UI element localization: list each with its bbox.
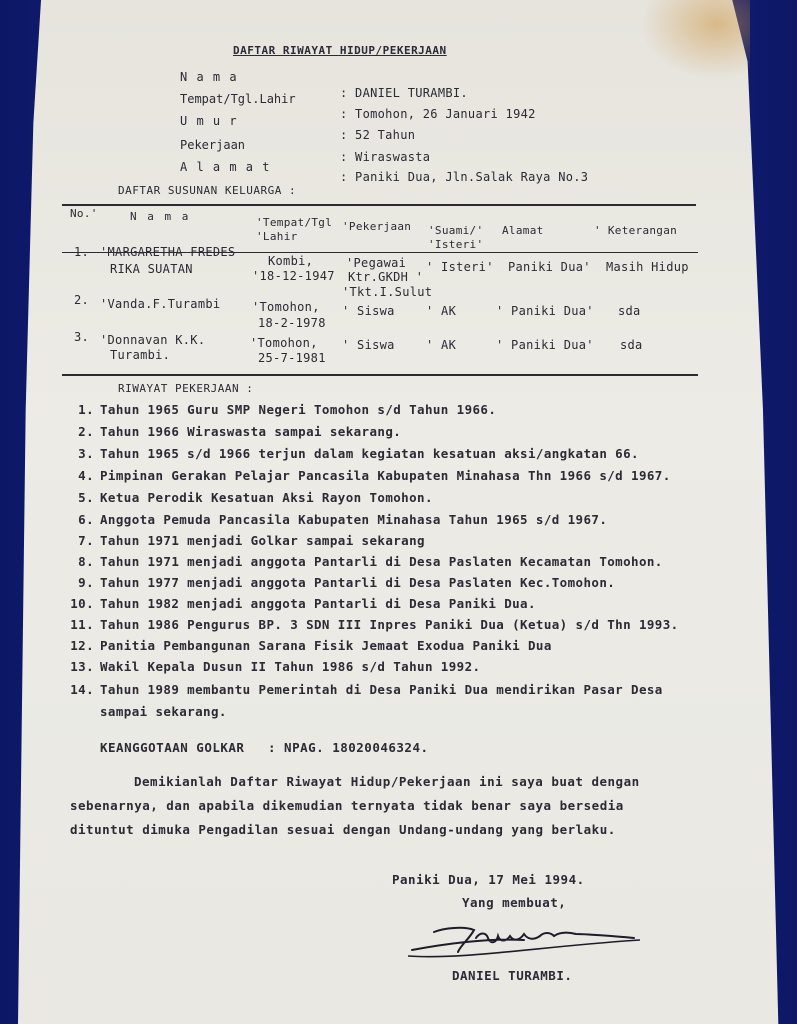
row3-nama-2: Turambi. <box>110 348 171 362</box>
row1-nama-2: RIKA SUATAN <box>110 262 193 276</box>
row3-tempat-1: 'Tomohon, <box>250 336 318 350</box>
row3-alamat: ' Paniki Dua' <box>496 338 594 352</box>
work-heading: RIWAYAT PEKERJAAN : <box>118 382 254 395</box>
place-date: Paniki Dua, 17 Mei 1994. <box>392 872 585 887</box>
row3-keterangan: sda <box>620 338 643 352</box>
row2-tempat-2: 18-2-1978 <box>258 316 326 330</box>
work-num: 2. <box>78 424 94 439</box>
work-text: Tahun 1965 s/d 1966 terjun dalam kegiatan kesatuan aksi/angkatan 66. <box>100 446 639 461</box>
th-suami-2: 'Isteri' <box>428 238 484 251</box>
signature-image <box>404 916 644 966</box>
pekerjaan-label: Pekerjaan <box>180 138 246 152</box>
work-text: Pimpinan Gerakan Pelajar Pancasila Kabupaten Minahasa Thn 1966 s/d 1967. <box>100 468 671 483</box>
document-title: DAFTAR RIWAYAT HIDUP/PEKERJAAN <box>233 44 447 57</box>
work-text: Tahun 1966 Wiraswasta sampai sekarang. <box>100 424 402 439</box>
work-num: 12. <box>70 638 94 653</box>
closing-line-1: Demikianlah Daftar Riwayat Hidup/Pekerjaan ini saya buat dengan <box>134 774 640 789</box>
row1-alamat: Paniki Dua' <box>508 260 591 274</box>
row1-pekerjaan-2: Ktr.GKDH ' <box>348 270 424 284</box>
row1-suami: ' Isteri' <box>426 260 494 274</box>
row1-tempat-2: '18-12-1947 <box>252 269 335 283</box>
row2-no: 2. <box>74 293 90 307</box>
row3-pekerjaan: ' Siswa <box>342 338 395 352</box>
work-num: 5. <box>78 490 94 505</box>
table-bottom-rule <box>62 374 698 376</box>
work-item <box>60 596 536 611</box>
row1-pekerjaan-1: 'Pegawai <box>346 256 407 270</box>
row1-nama-1: 'MARGARETHA FREDES <box>100 245 236 259</box>
work-item <box>60 402 496 417</box>
ttl-label: Tempat/Tgl.Lahir <box>180 92 296 106</box>
work-item <box>60 446 639 461</box>
work-item <box>60 512 607 527</box>
pekerjaan-value: : Wiraswasta <box>340 150 431 164</box>
golkar-label: KEANGGOTAAN GOLKAR <box>100 740 245 755</box>
work-item-14-cont: sampai sekarang. <box>100 704 227 719</box>
work-num: 4. <box>78 468 94 483</box>
golkar-value: : NPAG. 18020046324. <box>268 740 429 755</box>
row3-nama-1: 'Donnavan K.K. <box>100 333 206 347</box>
work-text: Ketua Perodik Kesatuan Aksi Rayon Tomohon. <box>100 490 433 505</box>
nama-value: : DANIEL TURAMBI. <box>340 86 468 100</box>
alamat-label: A l a m a t <box>180 160 271 174</box>
th-tempat-2: 'Lahir <box>256 230 298 243</box>
signer-name: DANIEL TURAMBI. <box>452 968 573 983</box>
work-item <box>60 617 679 632</box>
closing-line-3: dituntut dimuka Pengadilan sesuai dengan Undang-undang yang berlaku. <box>70 822 616 837</box>
row2-pekerjaan: ' Siswa <box>342 304 395 318</box>
work-text: Tahun 1971 menjadi anggota Pantarli di Desa Paslaten Kecamatan Tomohon. <box>100 554 663 569</box>
th-alamat: Alamat <box>502 224 544 237</box>
work-num: 13. <box>70 659 94 674</box>
row1-tempat-1: Kombi, <box>268 254 314 268</box>
work-item <box>60 575 615 590</box>
work-text: Tahun 1977 menjadi anggota Pantarli di Desa Paslaten Kec.Tomohon. <box>100 575 616 590</box>
row2-nama-1: 'Vanda.F.Turambi <box>100 297 221 311</box>
work-num: 3. <box>78 446 94 461</box>
nama-label: N a m a <box>180 70 238 84</box>
work-text: Tahun 1982 menjadi anggota Pantarli di Desa Paniki Dua. <box>100 596 536 611</box>
family-heading: DAFTAR SUSUNAN KELUARGA : <box>118 184 297 197</box>
work-num: 9. <box>78 575 94 590</box>
closing-line-2: sebenarnya, dan apabila dikemudian ternyata tidak benar saya bersedia <box>70 798 624 813</box>
row2-alamat: ' Paniki Dua' <box>496 304 594 318</box>
work-item <box>60 638 552 653</box>
ttl-value: : Tomohon, 26 Januari 1942 <box>340 107 536 121</box>
work-item <box>60 490 433 505</box>
row1-keterangan: Masih Hidup <box>606 260 689 274</box>
th-suami-1: 'Suami/' <box>428 224 484 237</box>
row1-no: 1. <box>74 245 90 259</box>
row1-pekerjaan-3: 'Tkt.I.Sulut <box>342 285 433 299</box>
work-num: 8. <box>78 554 94 569</box>
work-num: 1. <box>78 402 94 417</box>
work-item <box>60 659 480 674</box>
work-num: 11. <box>70 617 94 632</box>
th-tempat-1: 'Tempat/Tgl <box>256 216 333 229</box>
work-text: Panitia Pembangunan Sarana Fisik Jemaat Exodua Paniki Dua <box>100 638 552 653</box>
table-top-rule <box>62 204 696 206</box>
umur-label: U m u r <box>180 114 238 128</box>
work-num: 14. <box>70 682 94 697</box>
row3-suami: ' AK <box>426 338 457 352</box>
row3-tempat-2: 25-7-1981 <box>258 351 326 365</box>
alamat-value: : Paniki Dua, Jln.Salak Raya No.3 <box>340 170 589 184</box>
work-item <box>60 468 671 483</box>
work-text: Tahun 1965 Guru SMP Negeri Tomohon s/d Tahun 1966. <box>100 402 497 417</box>
work-num: 7. <box>78 533 94 548</box>
work-text: Wakil Kepala Dusun II Tahun 1986 s/d Tahun 1992. <box>100 659 481 674</box>
work-text: Anggota Pemuda Pancasila Kabupaten Minahasa Tahun 1965 s/d 1967. <box>100 512 608 527</box>
th-keterangan: ' Keterangan <box>594 224 678 237</box>
work-item <box>60 554 663 569</box>
row2-tempat-1: 'Tomohon, <box>252 300 320 314</box>
work-text: Tahun 1971 menjadi Golkar sampai sekarang <box>100 533 425 548</box>
row2-keterangan: sda <box>618 304 641 318</box>
work-num: 10. <box>70 596 94 611</box>
umur-value: : 52 Tahun <box>340 128 416 142</box>
yang-membuat: Yang membuat, <box>462 895 567 910</box>
row2-suami: ' AK <box>426 304 457 318</box>
work-text: Tahun 1986 Pengurus BP. 3 SDN III Inpres Paniki Dua (Ketua) s/d Thn 1993. <box>100 617 679 632</box>
work-item <box>60 682 663 697</box>
work-text: Tahun 1989 membantu Pemerintah di Desa Paniki Dua mendirikan Pasar Desa <box>100 682 663 697</box>
work-num: 6. <box>78 512 94 527</box>
row3-no: 3. <box>74 330 90 344</box>
th-no: No.' <box>70 207 98 220</box>
th-pekerjaan: 'Pekerjaan <box>342 220 412 233</box>
th-nama: N a m a <box>130 210 191 223</box>
work-item <box>60 533 425 548</box>
work-item <box>60 424 401 439</box>
